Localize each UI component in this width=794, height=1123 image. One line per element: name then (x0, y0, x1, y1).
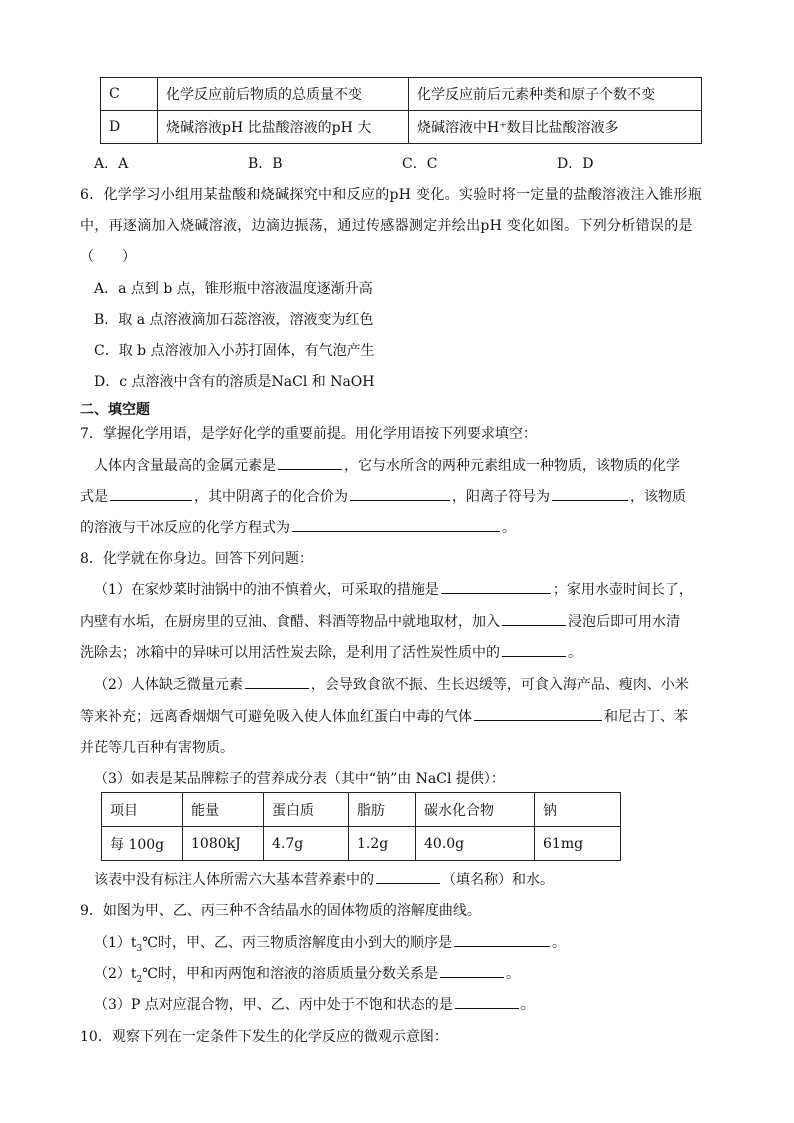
table-row (101, 111, 702, 144)
table-cell: 每 100g (102, 827, 183, 861)
q9-text: ℃时，甲、乙、丙三物质溶解度由小到大的顺序是 (142, 935, 452, 951)
table-cell: 烧碱溶液中H⁺数目比盐酸溶液多 (409, 111, 702, 144)
q6-stem-line2: 中，再逐滴加入烧碱溶液，边滴边振荡，通过传感器测定并绘出pH 变化如图。下列分析错误的是 (80, 218, 693, 234)
q9-text: （2）t (94, 966, 137, 982)
nutrition-table (101, 792, 621, 861)
table-row (101, 78, 702, 111)
q7-text: 的溶液与干冰反应的化学方程式为 (80, 520, 290, 536)
table-header-cell: 能量 (183, 793, 264, 827)
answer-blank[interactable] (502, 642, 566, 657)
answer-blank[interactable] (440, 963, 504, 978)
answer-blank[interactable] (474, 706, 602, 721)
q8-part2-line3: 并芘等几百种有害物质。 (80, 740, 234, 756)
table-cell: 1.2g (349, 827, 416, 861)
section-title: 二、填空题 (80, 402, 150, 418)
table-cell: D (101, 111, 158, 144)
q6-option-d[interactable]: D．c 点溶液中含有的溶质是NaCl 和 NaOH (94, 374, 375, 390)
answer-blank[interactable] (502, 611, 566, 626)
answer-blank[interactable] (292, 517, 500, 532)
q9-part1 (94, 932, 566, 954)
q8-part2-line2 (80, 706, 688, 726)
q7-text: ，该物质 (630, 489, 686, 505)
q8-text: 和尼古丁、苯 (604, 709, 688, 725)
q5-option-b[interactable]: B．B (248, 156, 283, 172)
table-cell: 1080kJ (183, 827, 264, 861)
q8-text: （填名称）和水。 (442, 872, 554, 888)
table-row (102, 827, 621, 861)
q9-subscript: 3 (136, 943, 143, 954)
answer-blank[interactable] (552, 486, 628, 501)
q10-stem: 10．观察下列在一定条件下发生的化学反应的微观示意图： (80, 1029, 448, 1045)
q9-stem: 9．如图为甲、乙、丙三种不含结晶水的固体物质的溶解度曲线。 (80, 903, 481, 919)
q6-option-b[interactable]: B．取 a 点溶液滴加石蕊溶液，溶液变为红色 (94, 312, 374, 328)
q8-part3-intro: （3）如表是某品牌粽子的营养成分表（其中“钠”由 NaCl 提供）： (94, 771, 505, 787)
answer-blank[interactable] (110, 486, 192, 501)
table-cell: C (101, 78, 158, 111)
q5-option-a[interactable]: A．A (94, 156, 129, 172)
table-header-cell: 蛋白质 (264, 793, 349, 827)
answer-blank[interactable] (278, 455, 342, 470)
q7-line2 (94, 455, 680, 475)
q9-subscript: 2 (136, 974, 143, 985)
q8-text: 该表中没有标注人体所需六大基本营养素中的 (94, 872, 374, 888)
answer-blank[interactable] (441, 579, 551, 594)
q9-text: 。 (505, 966, 520, 982)
table-header-cell: 项目 (102, 793, 183, 827)
q7-text: 式是 (80, 489, 108, 505)
q8-part1-line3 (80, 642, 582, 662)
answer-blank[interactable] (455, 994, 519, 1009)
q8-text: 。 (568, 645, 582, 661)
q6-stem-line1: 6．化学学习小组用某盐酸和烧碱探究中和反应的pH 变化。实验时将一定量的盐酸溶液注入锥形瓶 (80, 187, 703, 203)
q6-answer-bracket: （ ） (80, 249, 136, 265)
q6-option-a[interactable]: A．a 点到 b 点，锥形瓶中溶液温度逐渐升高 (94, 281, 373, 297)
q8-text: 洗除去；冰箱中的异味可以用活性炭去除，是利用了活性炭性质中的 (80, 645, 500, 661)
table-cell: 40.0g (416, 827, 535, 861)
answer-blank[interactable] (454, 932, 550, 947)
table-cell: 61mg (535, 827, 621, 861)
q7-line3 (80, 486, 686, 506)
q9-text: 。 (551, 935, 566, 951)
q5-option-d[interactable]: D．D (557, 156, 594, 172)
q8-part1-line1 (94, 579, 693, 599)
answer-choice-table (100, 77, 702, 144)
q5-option-c[interactable]: C．C (402, 156, 438, 172)
q9-part3 (94, 994, 535, 1014)
q8-text: 等来补充；远离香烟烟气可避免吸入使人体血红蛋白中毒的气体 (80, 709, 472, 725)
q8-text: ，会导致食欲不振、生长迟缓等，可食入海产品、瘦肉、小米 (310, 677, 689, 693)
table-header-row (102, 793, 621, 827)
q8-part3-question (94, 869, 554, 889)
q9-part2 (94, 963, 520, 985)
q6-option-c[interactable]: C．取 b 点溶液加入小苏打固体，有气泡产生 (94, 343, 375, 359)
table-cell: 化学反应前后元素种类和原子个数不变 (409, 78, 702, 111)
q8-part1-line2 (80, 611, 680, 631)
table-header-cell: 碳水化合物 (416, 793, 535, 827)
q9-text: （1）t (94, 935, 137, 951)
q7-line4 (80, 517, 516, 537)
q8-text: ；家用水壶时间长了， (552, 582, 693, 598)
table-header-cell: 脂肪 (349, 793, 416, 827)
q7-text: ，阳离子符号为 (452, 489, 550, 505)
q7-stem: 7．掌握化学用语，是学好化学的重要前提。用化学用语按下列要求填空： (80, 426, 537, 442)
table-cell: 4.7g (264, 827, 349, 861)
table-cell: 化学反应前后物质的总质量不变 (158, 78, 409, 111)
q7-text: 。 (502, 520, 516, 536)
q8-text: （1）在家炒菜时油锅中的油不慎着火，可采取的措施是 (94, 582, 439, 598)
q8-text: 浸泡后即可用水清 (568, 614, 680, 630)
q7-text: 人体内含量最高的金属元素是 (94, 458, 276, 474)
answer-blank[interactable] (245, 674, 309, 689)
q9-text: ℃时，甲和丙两饱和溶液的溶质质量分数关系是 (142, 966, 438, 982)
q9-text: 。 (520, 997, 535, 1013)
q7-text: ，其中阴离子的化合价为 (194, 489, 348, 505)
q8-text: 内壁有水垢，在厨房里的豆油、食醋、料酒等物品中就地取材，加入 (80, 614, 500, 630)
q8-text: （2）人体缺乏微量元素 (94, 677, 243, 693)
q9-text: （3）P 点对应混合物，甲、乙、丙中处于不饱和状态的是 (94, 997, 453, 1013)
q8-stem: 8．化学就在你身边。回答下列问题： (80, 551, 313, 567)
table-header-cell: 钠 (535, 793, 621, 827)
answer-blank[interactable] (350, 486, 450, 501)
q8-part2-line1 (94, 674, 689, 694)
q7-text: ，它与水所含的两种元素组成一种物质，该物质的化学 (344, 458, 680, 474)
table-cell: 烧碱溶液pH 比盐酸溶液的pH 大 (158, 111, 409, 144)
answer-blank[interactable] (376, 869, 440, 884)
